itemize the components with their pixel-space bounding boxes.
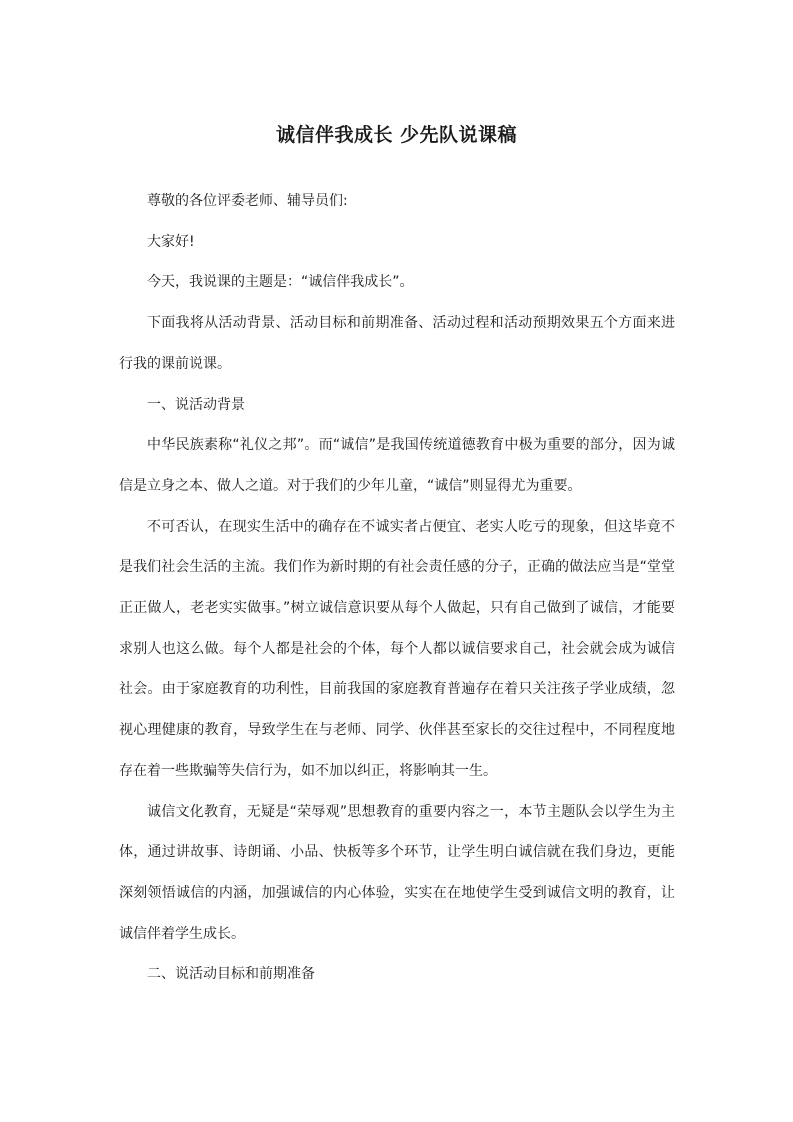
paragraph-greeting: 尊敬的各位评委老师、辅导员们: [147, 193, 348, 209]
paragraph-hello: 大家好! [147, 233, 195, 250]
paragraph-outline: 下面我将从活动背景、活动目标和前期准备、活动过程和活动预期效果五个方面来进行我的课前说课。 [119, 315, 675, 372]
section-heading-goals: 二、说活动目标和前期准备 [147, 966, 315, 983]
paragraph-background-3: 诚信文化教育，无疑是“荣辱观”思想教育的重要内容之一，本节主题队会以学生为主体，通过讲故事、诗朗诵、小品、快板等多个环节，让学生明白诚信就在我们身边，更能深刻领悟诚信的内涵，加强诚信的内心体验，实实在在地使学生受到诚信文明的教育，让诚信伴着学生成长。 [119, 803, 675, 942]
paragraph-background-2: 不可否认，在现实生活中的确存在不诚实者占便宜、老实人吃亏的现象，但这毕竟不是我们社会生活的主流。我们作为新时期的有社会责任感的分子，正确的做法应当是“堂堂正正做人，老老实实做事。”树立诚信意识要从每个人做起，只有自己做到了诚信，才能要求别人也这么做。每个人都是社会的个体，每个人都以诚信要求自己，社会就会成为诚信社会。由于家庭教育的功利性，目前我国的家庭教育普遍存在着只关注孩子学业成绩，忽视心理健康的教育，导致学生在与老师、同学、伙伴甚至家长的交往过程中，不同程度地存在着一些欺骗等失信行为，如不加以纠正，将影响其一生。 [119, 518, 675, 779]
paragraph-topic: 今天，我说课的主题是：“诚信伴我成长”。 [147, 274, 414, 291]
paragraph-background-1: 中华民族素称“礼仪之邦”。而“诚信”是我国传统道德教育中极为重要的部分，因为诚信是立身之本、做人之道。对于我们的少年儿童，“诚信”则显得尤为重要。 [119, 437, 675, 494]
document-body [119, 181, 675, 995]
section-heading-background: 一、说活动背景 [147, 396, 245, 413]
document-title: 诚信伴我成长 少先队说课稿 [275, 124, 518, 146]
